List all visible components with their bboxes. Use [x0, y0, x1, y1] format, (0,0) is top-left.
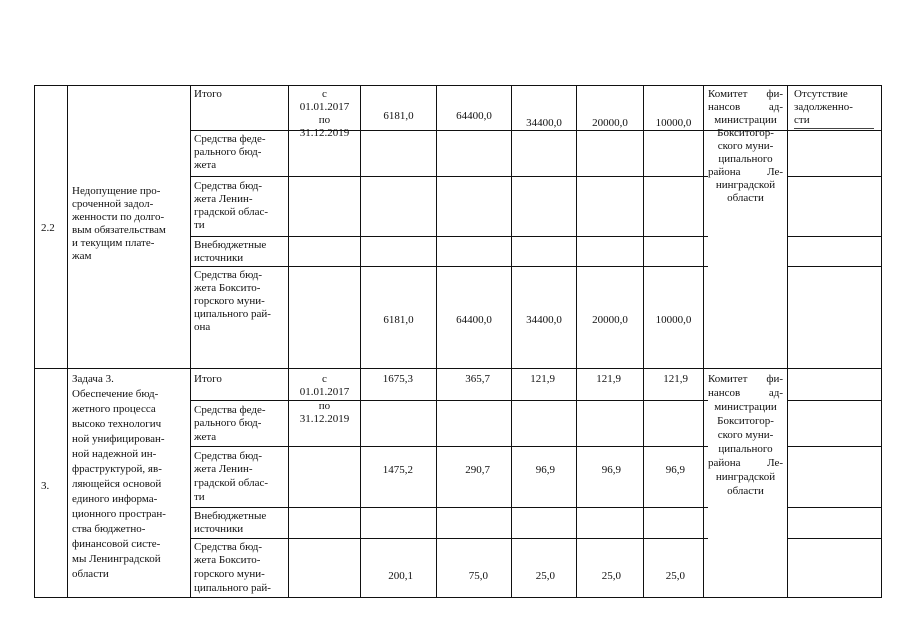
col-border-right: [881, 85, 882, 598]
source-label: ти: [194, 491, 205, 503]
period-line: по: [318, 400, 331, 412]
source-label: Итого: [194, 373, 222, 385]
source-label: Средства бюд-: [194, 450, 263, 462]
row-3-line-offbudget: [190, 538, 708, 539]
row-name-line: Недопущение про-: [72, 185, 161, 197]
result-line: Отсутствие: [794, 88, 848, 100]
row-3-line-federal: [190, 446, 708, 447]
executor-line: министрации: [714, 401, 777, 413]
value-cell: 96,9: [601, 464, 621, 476]
value-cell: 121,9: [663, 373, 688, 385]
value-cell: 10000,0: [655, 314, 692, 326]
period-line: по: [318, 114, 331, 126]
source-label: Средства феде-: [194, 133, 266, 145]
table-bottom-border: [34, 597, 881, 598]
row-3-line-federal-result: [787, 446, 881, 447]
value-cell: 365,7: [465, 373, 490, 385]
value-cell: 121,9: [530, 373, 555, 385]
source-label: ципального рай-: [194, 308, 271, 320]
value-cell: 64400,0: [456, 110, 492, 122]
source-label: рального бюд-: [194, 417, 262, 429]
row-2-2-line-regional: [190, 236, 708, 237]
value-cell: 200,1: [388, 570, 413, 582]
col-border-number: [67, 85, 68, 598]
row-name-line: сроченной задол-: [72, 198, 154, 210]
source-label: ципального рай-: [194, 582, 271, 594]
row-name-line: жетного процесса: [72, 403, 156, 415]
col-border-2019: [643, 85, 644, 598]
row-name-line: женности по долго-: [72, 211, 165, 223]
source-label: жета Боксито-: [194, 282, 261, 294]
source-label: градской облас-: [194, 477, 269, 489]
value-cell: 34400,0: [526, 117, 562, 129]
period-line: 01.01.2017: [299, 386, 350, 398]
value-cell: 34400,0: [526, 314, 562, 326]
source-label: жета Ленин-: [194, 193, 253, 205]
source-label: Внебюджетные: [194, 239, 267, 251]
value-cell: 290,7: [465, 464, 490, 476]
table-top-border: [34, 85, 881, 86]
executor-line: министрации: [714, 114, 777, 126]
value-cell: 64400,0: [456, 314, 492, 326]
executor-line: области: [727, 485, 764, 497]
row-name-line: Задача 3.: [72, 373, 114, 385]
executor-line: ципального: [718, 153, 773, 165]
source-label: горского муни-: [194, 295, 265, 307]
source-label: ти: [194, 219, 205, 231]
executor-line: района Ле-: [708, 166, 783, 178]
row-number: 3.: [41, 480, 50, 492]
row-name-line: области: [72, 568, 109, 580]
row-name-line: и текущим плате-: [72, 237, 155, 249]
source-label: горского муни-: [194, 568, 265, 580]
result-line: сти: [794, 114, 810, 126]
source-label: Средства бюд-: [194, 180, 263, 192]
row-name-line: финансовой систе-: [72, 538, 161, 550]
value-cell: 121,9: [596, 373, 621, 385]
row-2-2-line-offbudget: [190, 266, 708, 267]
row-2-2-line-offbudget-result: [787, 266, 881, 267]
source-label: жета: [194, 159, 217, 171]
row-separator: [34, 368, 881, 369]
source-label: Внебюджетные: [194, 510, 267, 522]
source-label: источники: [194, 523, 244, 535]
value-cell: 6181,0: [383, 110, 414, 122]
period-line: с: [322, 88, 327, 100]
executor-line: Комитет фи-: [708, 373, 783, 385]
row-3-line-itogo-result: [787, 400, 881, 401]
row-3-line-regional-result: [787, 507, 881, 508]
row-name-line: ляющейся основой: [72, 478, 162, 490]
source-label: Средства бюд-: [194, 541, 263, 553]
value-cell: 75,0: [468, 570, 488, 582]
col-border-name: [190, 85, 191, 598]
row-name-line: вым обязательствам: [72, 224, 166, 236]
result-underline: [794, 128, 874, 129]
period-line: с: [322, 373, 327, 385]
row-name-line: высоко технологич: [72, 418, 162, 430]
row-name-line: жам: [72, 250, 92, 262]
row-name-line: ционного простран-: [72, 508, 166, 520]
row-name-line: фраструктурой, яв-: [72, 463, 162, 475]
row-name-line: ной надежной ин-: [72, 448, 157, 460]
col-border-left: [34, 85, 35, 598]
executor-line: Бокситогор-: [717, 127, 774, 139]
col-border-period: [360, 85, 361, 598]
executor-line: нансов ад-: [708, 101, 783, 113]
row-name-line: мы Ленинградской: [72, 553, 161, 565]
value-cell: 25,0: [535, 570, 555, 582]
col-border-total: [436, 85, 437, 598]
row-2-2-line-federal: [190, 176, 708, 177]
executor-line: ского муни-: [717, 429, 774, 441]
value-cell: 96,9: [535, 464, 555, 476]
source-label: она: [194, 321, 211, 333]
value-cell: 96,9: [665, 464, 685, 476]
value-cell: 20000,0: [592, 314, 628, 326]
row-name-line: ства бюджетно-: [72, 523, 146, 535]
executor-line: нинградской: [715, 471, 776, 483]
source-label: Средства феде-: [194, 404, 266, 416]
row-3-line-regional: [190, 507, 708, 508]
row-name-line: Обеспечение бюд-: [72, 388, 159, 400]
executor-line: района Ле-: [708, 457, 783, 469]
col-border-extra: [703, 85, 704, 598]
source-label: градской облас-: [194, 206, 269, 218]
row-name-line: ной унифицирован-: [72, 433, 165, 445]
value-cell: 1675,3: [382, 373, 413, 385]
source-label: рального бюд-: [194, 146, 262, 158]
executor-line: ципального: [718, 443, 773, 455]
col-border-executor: [787, 85, 788, 598]
row-2-2-line-federal-result: [787, 176, 881, 177]
value-cell: 25,0: [601, 570, 621, 582]
result-line: задолженно-: [794, 101, 853, 113]
source-label: жета Ленин-: [194, 463, 253, 475]
row-3-line-itogo: [190, 400, 708, 401]
period-line: 01.01.2017: [299, 101, 350, 113]
executor-line: Бокситогор-: [717, 415, 774, 427]
col-border-source: [288, 85, 289, 598]
executor-line: нинградской: [715, 179, 776, 191]
value-cell: 20000,0: [592, 117, 628, 129]
row-3-line-offbudget-result: [787, 538, 881, 539]
value-cell: 10000,0: [655, 117, 692, 129]
source-label: жета: [194, 431, 217, 443]
source-label: источники: [194, 252, 244, 264]
source-label: жета Боксито-: [194, 554, 261, 566]
row-name-line: единого информа-: [72, 493, 158, 505]
source-label: Средства бюд-: [194, 269, 263, 281]
executor-line: области: [727, 192, 764, 204]
row-2-2-line-regional-result: [787, 236, 881, 237]
value-cell: 6181,0: [383, 314, 414, 326]
source-label: Итого: [194, 88, 222, 100]
executor-line: Комитет фи-: [708, 88, 783, 100]
value-cell: 1475,2: [382, 464, 413, 476]
col-border-2017: [511, 85, 512, 598]
col-border-2018: [576, 85, 577, 598]
executor-line: нансов ад-: [708, 387, 783, 399]
period-line: 31.12.2019: [299, 127, 350, 139]
value-cell: 25,0: [665, 570, 685, 582]
period-line: 31.12.2019: [299, 413, 350, 425]
row-number: 2.2: [41, 222, 55, 234]
executor-line: ского муни-: [717, 140, 774, 152]
